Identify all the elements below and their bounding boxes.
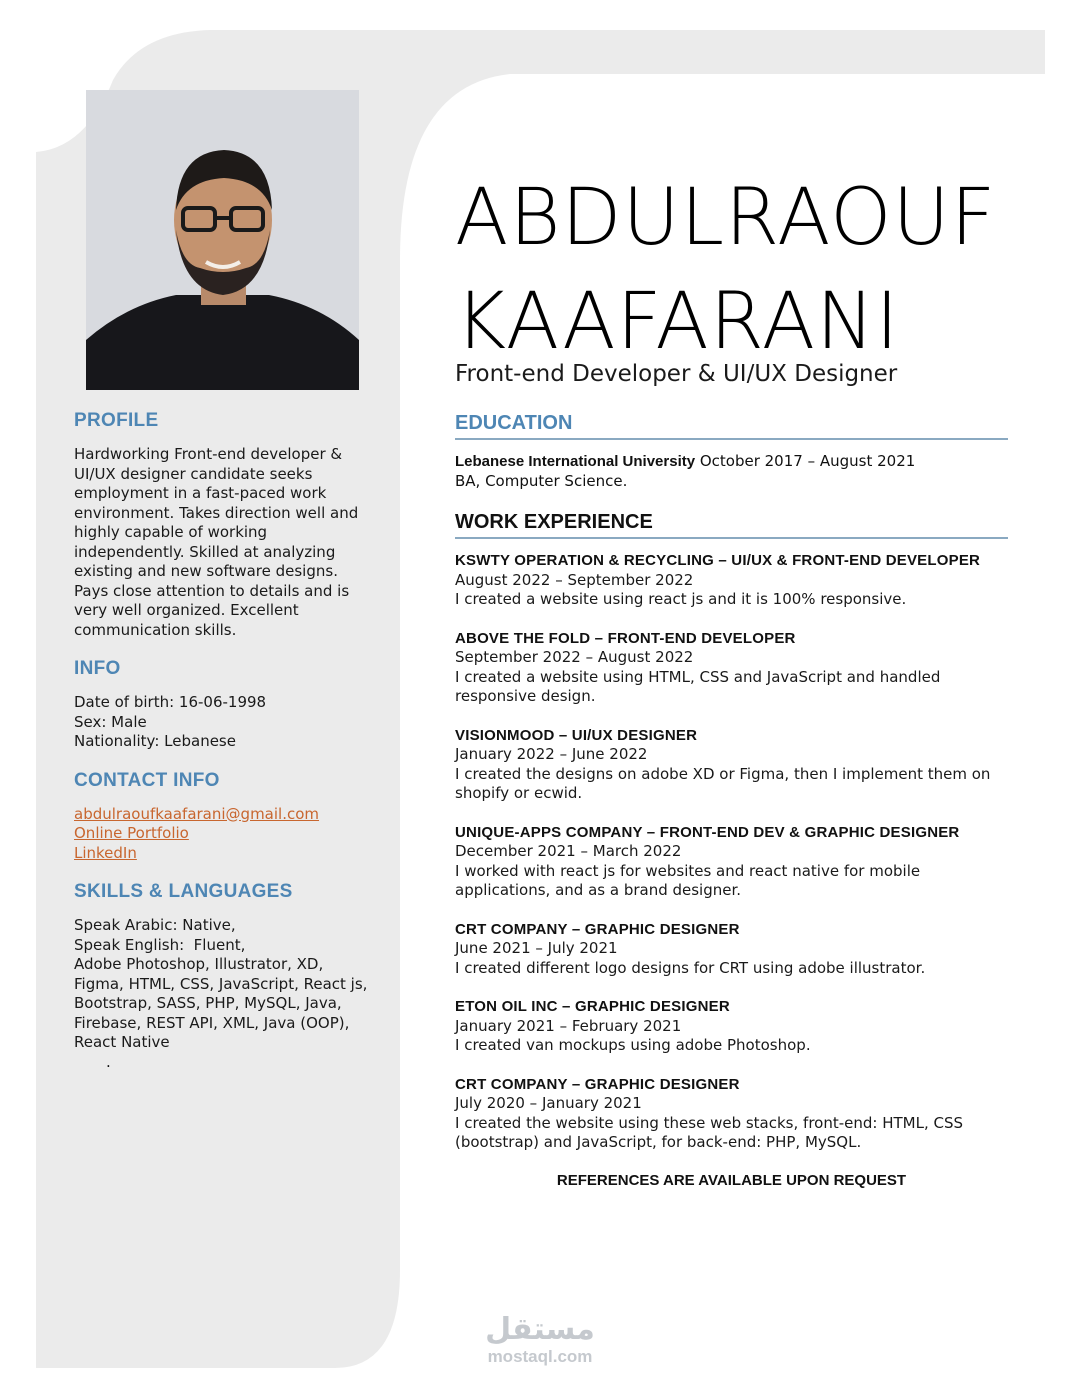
work-heading: WORK EXPERIENCE bbox=[455, 511, 1008, 539]
info-nationality: Nationality: Lebanese bbox=[74, 732, 236, 750]
job-description: I created different logo designs for CRT using adobe illustrator. bbox=[455, 958, 926, 977]
job-title: CRT COMPANY – GRAPHIC DESIGNER bbox=[455, 920, 740, 938]
job-description: I created van mockups using adobe Photoshop. bbox=[455, 1036, 811, 1054]
info-heading: INFO bbox=[74, 658, 121, 679]
watermark-arabic: مستقل bbox=[485, 1312, 595, 1347]
job-dates: July 2020 – January 2021 bbox=[455, 1094, 642, 1112]
contact-heading: CONTACT INFO bbox=[74, 769, 220, 791]
first-name: ABDULRAOUF bbox=[455, 173, 997, 263]
email-link[interactable]: abdulraoufkaafarani@gmail.com bbox=[74, 804, 320, 823]
job-description: shopify or ecwid. bbox=[455, 784, 583, 802]
education-line bbox=[455, 452, 1008, 472]
skills-line: Firebase, REST API, XML, Java (OOP), bbox=[74, 1013, 350, 1032]
job-dates: August 2022 – September 2022 bbox=[455, 570, 694, 589]
skills-heading: SKILLS & LANGUAGES bbox=[74, 881, 293, 902]
portfolio-link[interactable]: Online Portfolio bbox=[74, 824, 189, 842]
job-entry bbox=[455, 823, 1008, 901]
skills-line: Adobe Photoshop, Illustrator, XD, bbox=[74, 955, 324, 973]
job-title: ABOVE THE FOLD – FRONT-END DEVELOPER bbox=[455, 629, 796, 647]
job-title: CRT COMPANY – GRAPHIC DESIGNER bbox=[455, 1075, 740, 1093]
job-entry bbox=[455, 629, 1008, 707]
watermark-latin: mostaql.com bbox=[487, 1347, 593, 1366]
profile-photo bbox=[86, 90, 359, 390]
info-dob: Date of birth: 16-06-1998 bbox=[74, 693, 267, 711]
education-dates: October 2017 – August 2021 bbox=[695, 452, 916, 470]
job-entry bbox=[455, 920, 1008, 979]
job-dates: June 2021 – July 2021 bbox=[455, 939, 618, 957]
profile-text: Hardworking Front-end developer & UI/UX designer candidate seeks employment in a fast-paced work environment. Takes direction well and highly capable of working independently. Skilled at analyzing existing and new software designs. Pays close attention to details and is very well organized. Excellent communication skills. bbox=[74, 445, 359, 639]
profile-section bbox=[74, 410, 384, 640]
school-name: Lebanese International University bbox=[455, 453, 696, 470]
job-description: applications, and as a brand designer. bbox=[455, 881, 742, 899]
job-entry bbox=[455, 997, 1008, 1056]
references-note: REFERENCES ARE AVAILABLE UPON REQUEST bbox=[556, 1171, 907, 1189]
profile-heading: PROFILE bbox=[74, 410, 159, 431]
job-description: responsive design. bbox=[455, 687, 596, 705]
education-entry bbox=[455, 452, 1008, 491]
mostaql-watermark bbox=[474, 1313, 606, 1367]
skills-line: React Native bbox=[74, 1033, 170, 1051]
job-description: I created the designs on adobe XD or Figma, then I implement them on bbox=[455, 764, 991, 783]
last-name: KAAFARANI bbox=[455, 277, 900, 367]
full-name bbox=[455, 166, 1055, 374]
job-title: KSWTY OPERATION & RECYCLING – UI/UX & FRONT-END DEVELOPER bbox=[455, 552, 981, 569]
sidebar bbox=[74, 410, 384, 1090]
job-entry bbox=[455, 1075, 1008, 1153]
job-subtitle: Front-end Developer & UI/UX Designer bbox=[455, 361, 898, 387]
job-title: UNIQUE-APPS COMPANY – FRONT-END DEV & GRAPHIC DESIGNER bbox=[455, 823, 960, 841]
skills-line: Speak Arabic: Native, bbox=[74, 916, 236, 934]
skills-line: Bootstrap, SASS, PHP, MySQL, Java, bbox=[74, 994, 342, 1012]
skills-line: Speak English: Fluent, bbox=[74, 935, 246, 954]
job-dates: January 2021 – February 2021 bbox=[455, 1016, 682, 1035]
job-dates: December 2021 – March 2022 bbox=[455, 842, 682, 860]
job-title: VISIONMOOD – UI/UX DESIGNER bbox=[455, 726, 698, 744]
linkedin-link[interactable]: LinkedIn bbox=[74, 843, 137, 862]
job-description: (bootstrap) and JavaScript, for back-end: PHP, MySQL. bbox=[455, 1133, 862, 1151]
degree: BA, Computer Science. bbox=[455, 471, 628, 490]
job-description: I worked with react js for websites and react native for mobile bbox=[455, 861, 921, 880]
job-description: I created the website using these web stacks, front-end: HTML, CSS bbox=[455, 1113, 964, 1132]
info-section bbox=[74, 658, 384, 752]
job-description: I created a website using react js and it is 100% responsive. bbox=[455, 590, 907, 608]
skills-section bbox=[74, 881, 384, 1072]
job-entry bbox=[455, 551, 1008, 610]
education-heading: EDUCATION bbox=[455, 412, 1008, 440]
job-title: ETON OIL INC – GRAPHIC DESIGNER bbox=[455, 998, 730, 1015]
job-dates: January 2022 – June 2022 bbox=[455, 745, 648, 763]
job-description: I created a website using HTML, CSS and JavaScript and handled bbox=[455, 667, 941, 686]
main-column bbox=[455, 412, 1008, 1189]
person-portrait-icon bbox=[86, 90, 359, 390]
job-entry bbox=[455, 726, 1008, 804]
contact-section bbox=[74, 770, 384, 864]
job-dates: September 2022 – August 2022 bbox=[455, 648, 694, 666]
info-sex: Sex: Male bbox=[74, 712, 147, 731]
skills-line: Figma, HTML, CSS, JavaScript, React js, bbox=[74, 974, 368, 993]
trailing-dot: . bbox=[106, 1052, 111, 1071]
